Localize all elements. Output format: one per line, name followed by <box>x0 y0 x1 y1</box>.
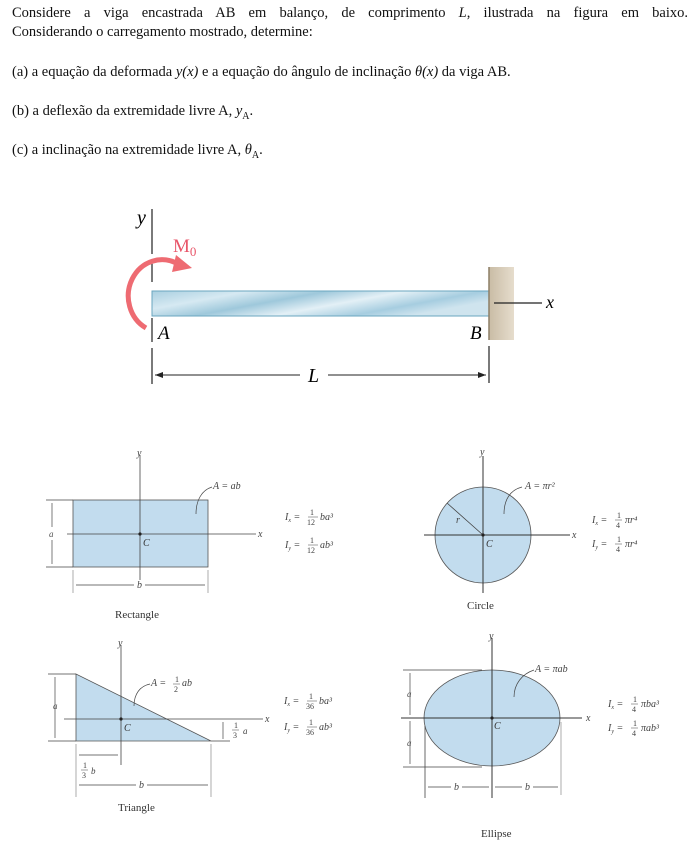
x-axis-label: x <box>546 292 554 312</box>
svg-text:A = ab: A = ab <box>213 481 241 492</box>
svg-text:1: 1 <box>234 721 238 730</box>
svg-text:b: b <box>454 782 459 793</box>
svg-text:x: x <box>265 714 270 725</box>
var-L: L <box>458 5 467 21</box>
svg-text:πr⁴: πr⁴ <box>625 539 638 550</box>
svg-text:C: C <box>143 538 150 549</box>
caption-circle: Circle <box>467 600 494 612</box>
svg-text:Iy =: $I_y$ = <box>284 722 300 734</box>
svg-text:πab³: πab³ <box>641 723 660 734</box>
svg-text:36: 36 <box>306 702 314 711</box>
triangle-section <box>48 638 333 797</box>
item-a-end: da viga AB. <box>438 64 511 80</box>
svg-text:1: 1 <box>617 511 621 520</box>
svg-text:ba³: ba³ <box>319 696 332 707</box>
svg-text:a: a <box>53 701 58 711</box>
caption-rectangle: Rectangle <box>115 609 159 621</box>
point-b-label: B <box>470 323 482 344</box>
svg-text:1: 1 <box>309 692 313 701</box>
svg-text:ba³: ba³ <box>320 512 333 523</box>
item-c-text: (c) a inclinação na extremidade livre A, <box>12 142 245 158</box>
svg-text:1: 1 <box>617 535 621 544</box>
svg-text:y: y <box>118 638 123 649</box>
svg-text:1: 1 <box>83 761 87 770</box>
item-a-text: (a) a equação da deformada <box>12 64 176 80</box>
svg-text:b: b <box>91 766 96 776</box>
svg-text:4: 4 <box>616 521 620 530</box>
svg-text:Iy =: $I_y$ = <box>608 723 624 735</box>
svg-text:Ix =: $I_x$ = <box>284 696 300 708</box>
svg-text:Iy =: $I_y$ = <box>592 539 608 551</box>
sub-A: A <box>251 149 260 161</box>
svg-text:x: x <box>586 713 591 724</box>
ellipse-section <box>401 631 660 798</box>
svg-text:b: b <box>137 580 142 591</box>
var-y: y <box>235 103 243 119</box>
y-axis-label: y <box>137 207 146 229</box>
svg-text:ab³: ab³ <box>319 722 332 733</box>
svg-text:a: a <box>49 529 54 539</box>
caption-triangle: Triangle <box>118 802 155 814</box>
svg-text:A = πab: A = πab <box>535 664 568 675</box>
svg-text:3: 3 <box>233 731 237 740</box>
svg-text:4: 4 <box>616 545 620 554</box>
svg-text:ab: ab <box>182 678 192 689</box>
svg-text:πr⁴: πr⁴ <box>625 515 638 526</box>
svg-text:C: C <box>494 721 501 732</box>
length-label: L <box>308 365 320 387</box>
svg-text:a: a <box>407 738 412 748</box>
caption-ellipse: Ellipse <box>481 828 512 840</box>
item-b-end: . <box>249 103 254 119</box>
svg-text:1: 1 <box>310 508 314 517</box>
point-a-label: A <box>158 323 170 344</box>
var-thetax: θ(x) <box>414 64 439 80</box>
svg-text:b: b <box>525 782 530 793</box>
svg-text:Iy =: $I_y$ = <box>285 540 301 552</box>
sub-A: A <box>242 110 250 122</box>
svg-text:1: 1 <box>633 695 637 704</box>
svg-text:12: 12 <box>307 518 315 527</box>
svg-text:4: 4 <box>632 729 636 738</box>
svg-text:36: 36 <box>306 728 314 737</box>
item-b-text: (b) a deflexão da extremidade livre A, <box>12 103 236 119</box>
beam <box>152 291 490 316</box>
svg-text:1: 1 <box>310 536 314 545</box>
svg-text:r: r <box>456 515 460 526</box>
var-theta: θ <box>244 142 252 158</box>
svg-text:Ix =: $I_x$ = <box>608 699 624 711</box>
svg-text:y: y <box>137 448 142 459</box>
svg-text:x: x <box>258 529 263 540</box>
rectangle-section <box>46 448 334 593</box>
svg-text:Ix =: $I_x$ = <box>592 515 608 527</box>
svg-text:A = πr²: A = πr² <box>525 481 555 492</box>
intro-text-end: , ilustrada na figura em baixo. <box>466 5 689 21</box>
svg-text:b: b <box>139 780 144 791</box>
intro-line-2: Considerando o carregamento mostrado, determine: <box>12 24 313 40</box>
svg-text:ab³: ab³ <box>320 540 333 551</box>
svg-text:y: y <box>480 447 485 458</box>
svg-text:1: 1 <box>309 718 313 727</box>
moment-label: $M_0$ <box>173 236 197 259</box>
svg-text:C: C <box>486 539 493 550</box>
svg-text:C: C <box>124 723 131 734</box>
svg-text:x: x <box>572 530 577 541</box>
svg-text:1: 1 <box>633 719 637 728</box>
var-yx: y(x) <box>175 64 199 80</box>
item-c-end: . <box>259 142 263 158</box>
circle-section <box>424 447 638 593</box>
svg-text:Ix =: $I_x$ = <box>285 512 301 524</box>
svg-text:πba³: πba³ <box>641 699 660 710</box>
intro-text: Considere a viga encastrada AB em balanço, de comprimento <box>12 5 459 21</box>
svg-text:A =: A = <box>151 678 167 689</box>
svg-text:4: 4 <box>632 705 636 714</box>
svg-text:3: 3 <box>82 771 86 780</box>
svg-text:a: a <box>407 689 412 699</box>
item-a-mid: e a equação do ângulo de inclinação <box>198 64 415 80</box>
svg-text:12: 12 <box>307 546 315 555</box>
svg-text:a: a <box>243 726 248 736</box>
svg-text:1: 1 <box>175 675 179 684</box>
svg-text:y: y <box>489 631 494 642</box>
svg-text:2: 2 <box>174 685 178 694</box>
